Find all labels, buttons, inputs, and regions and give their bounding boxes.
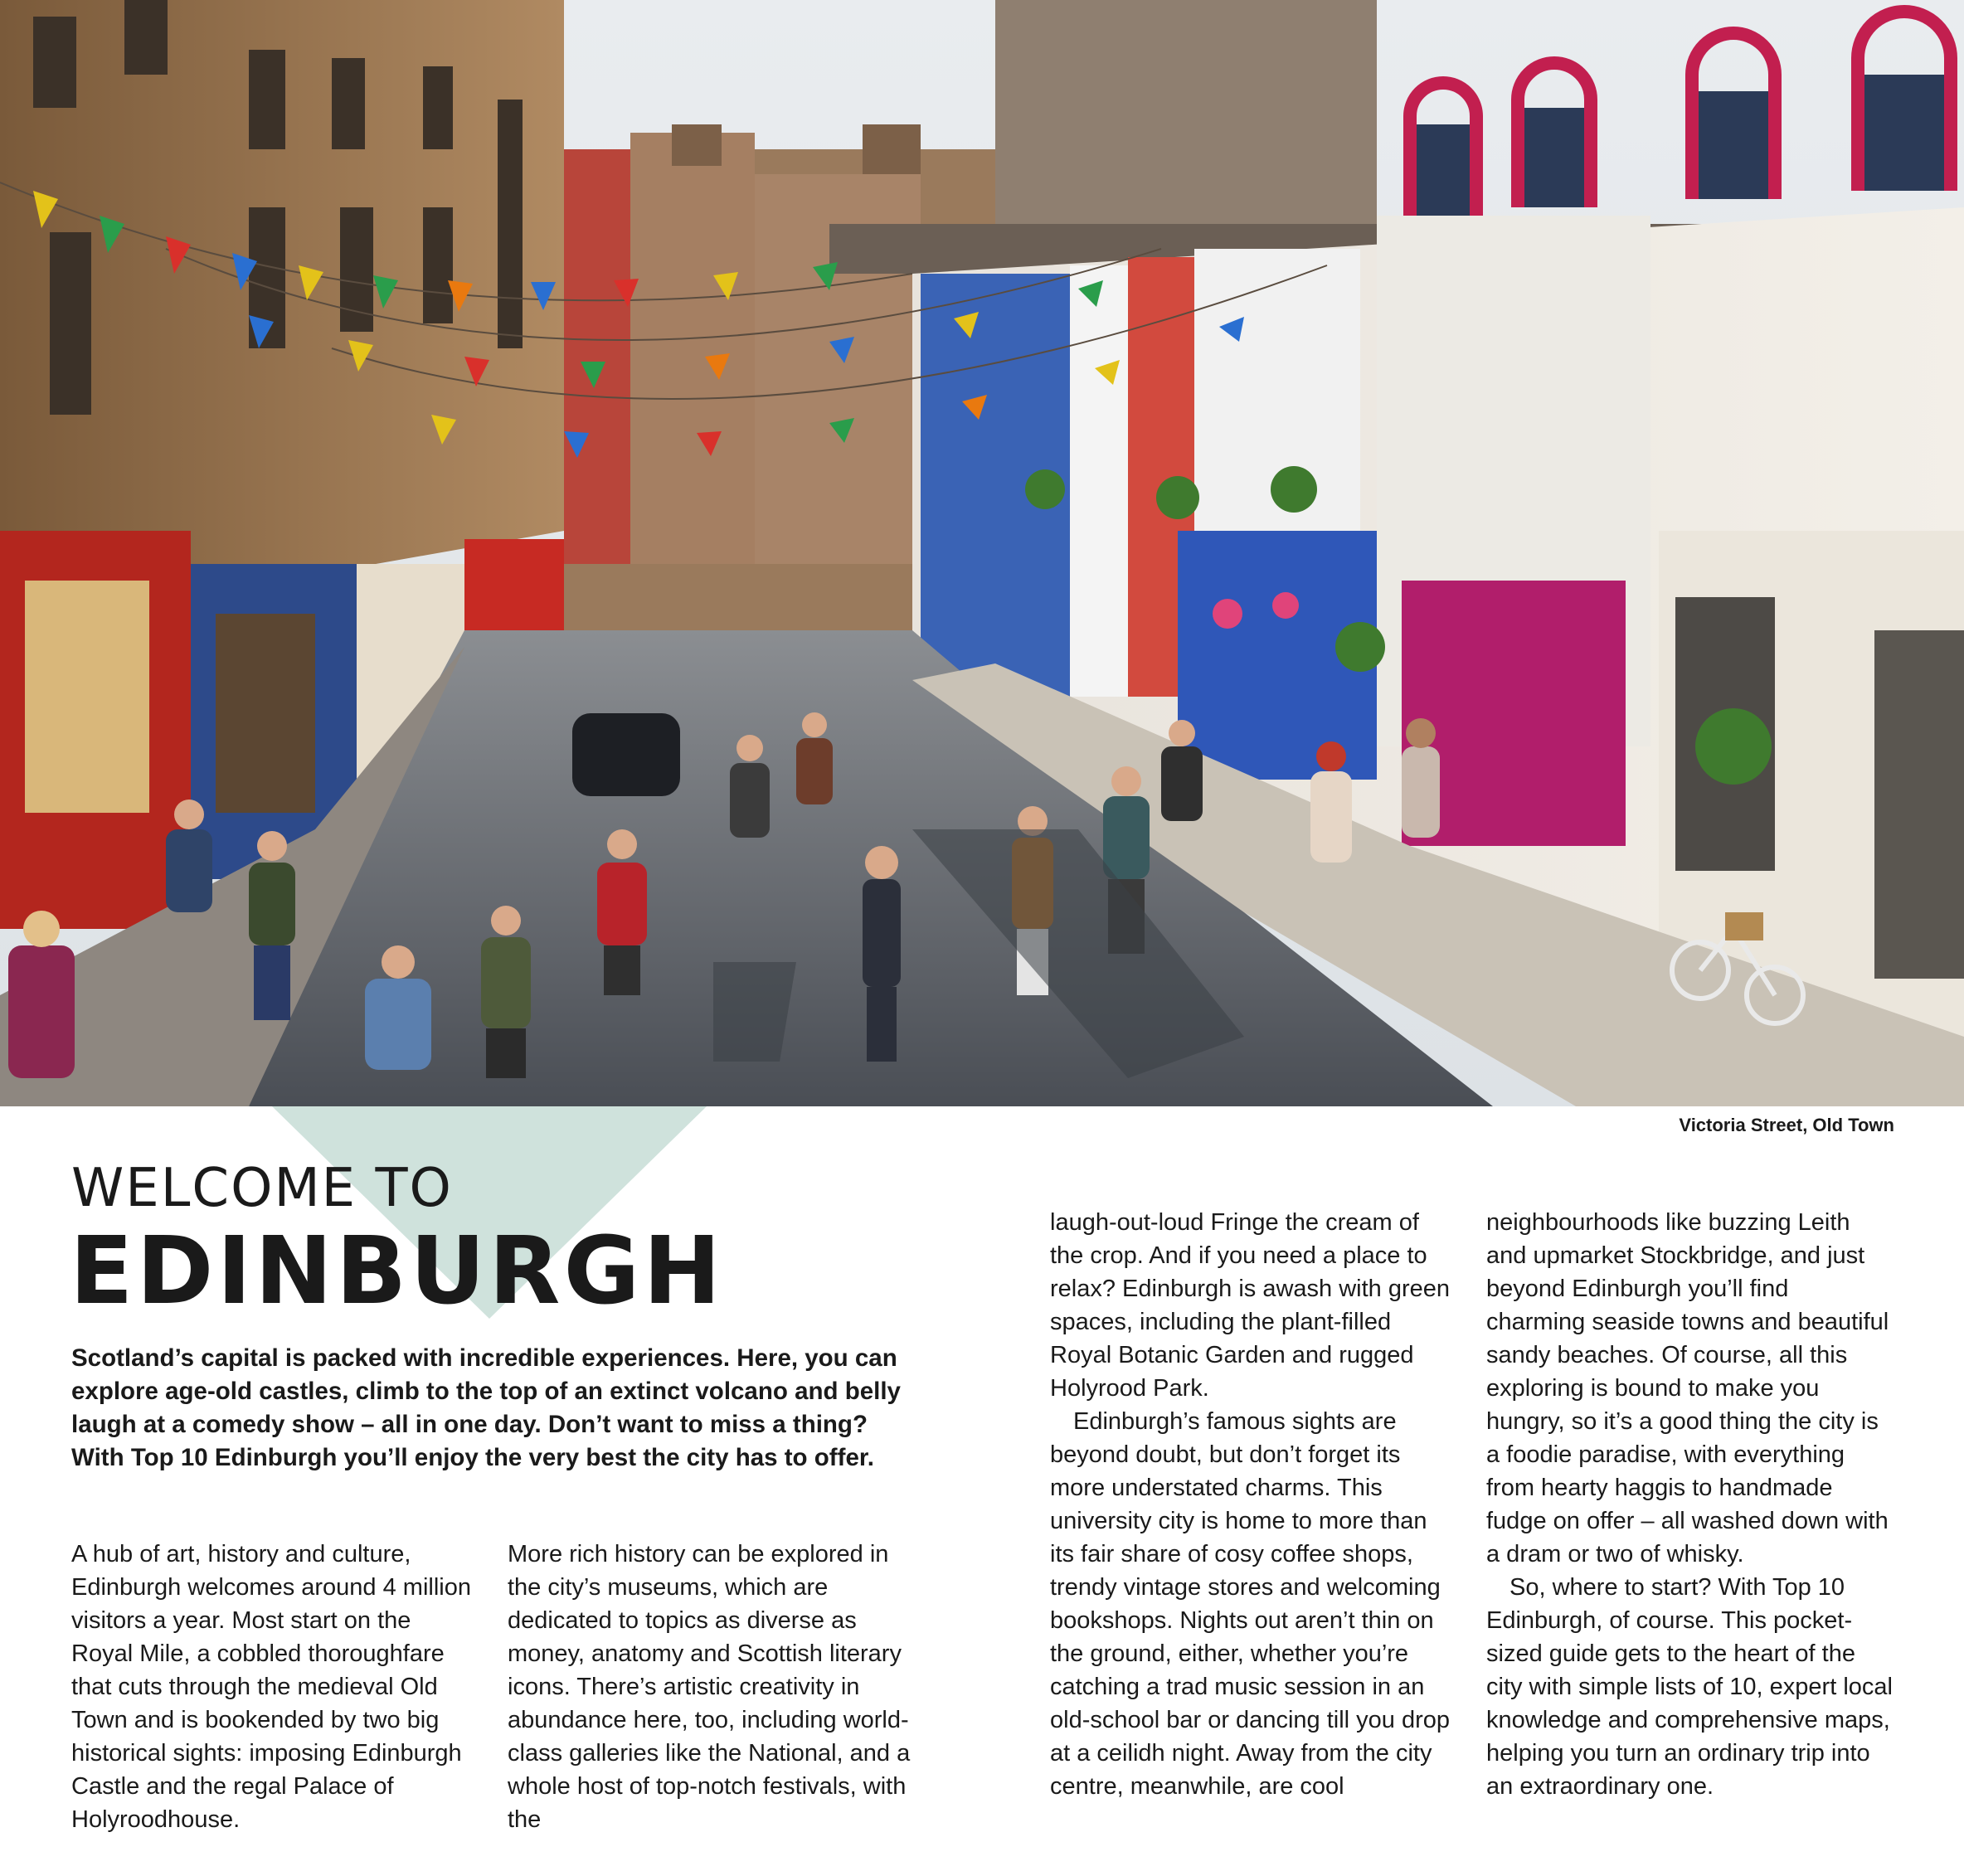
paragraph: laugh-out-loud Fringe the cream of the crop. And if you need a place to relax? Edinburgh is awash with green spaces, including the plant-filled Royal Botanic Garden and rugged Holyrood Park. <box>1050 1209 1450 1402</box>
paragraph: More rich history can be explored in the city’s museums, which are dedicated to topics as diverse as money, anatomy and Scottish literary icons. There’s artistic creativity in abundance here, too, including world-class galleries like the National, and a whole host of top-notch festivals, with the <box>508 1541 911 1833</box>
photo-caption: Victoria Street, Old Town <box>1679 1115 1894 1135</box>
intro-paragraph: Scotland’s capital is packed with incredible experiences. Here, you can explore age-old castles, climb to the top of an extinct volcano and belly laugh at a comedy show – all in one day. Don’t want to miss a thing? With Top 10 Edinburgh you’ll enjoy the very best the city has to offer. <box>71 1344 901 1471</box>
paragraph: So, where to start? With Top 10 Edinburgh, of course. This pocket-sized guide gets to the heart of the city with simple lists of 10, expert local knowledge and comprehensive maps, helping you turn an ordinary trip into an extraordinary one. <box>1486 1574 1893 1800</box>
body-column-1 <box>71 1538 478 1836</box>
page-title: EDINBURGH <box>70 1217 725 1325</box>
body-column-3 <box>1050 1206 1456 1803</box>
body-column-2 <box>508 1538 914 1836</box>
paragraph: neighbourhoods like buzzing Leith and upmarket Stockbridge, and just beyond Edinburgh you’ll find charming seaside towns and beautiful sandy beaches. Of course, all this exploring is bound to make you hungry, so it’s a good thing the city is a foodie paradise, with everything from hearty haggis to handmade fudge on offer – all washed down with a dram or two of whisky. <box>1486 1209 1889 1567</box>
heading-kicker: WELCOME TO <box>71 1158 453 1219</box>
body-column-4 <box>1486 1206 1893 1803</box>
paragraph: A hub of art, history and culture, Edinburgh welcomes around 4 million visitors a year. Most start on the Royal Mile, a cobbled thoroughfare that cuts through the medieval Old Town and is bookended by two big historical sights: imposing Edinburgh Castle and the regal Palace of Holyroodhouse. <box>71 1541 471 1833</box>
paragraph: Edinburgh’s famous sights are beyond doubt, but don’t forget its more understated charms. This university city is home to more than its fair share of cosy coffee shops, trendy vintage stores and welcoming bookshops. Nights out aren’t thin on the ground, either, whether you’re catching a trad music session in an old-school bar or dancing till you drop at a ceilidh night. Away from the city centre, meanwhile, are cool <box>1050 1408 1450 1800</box>
